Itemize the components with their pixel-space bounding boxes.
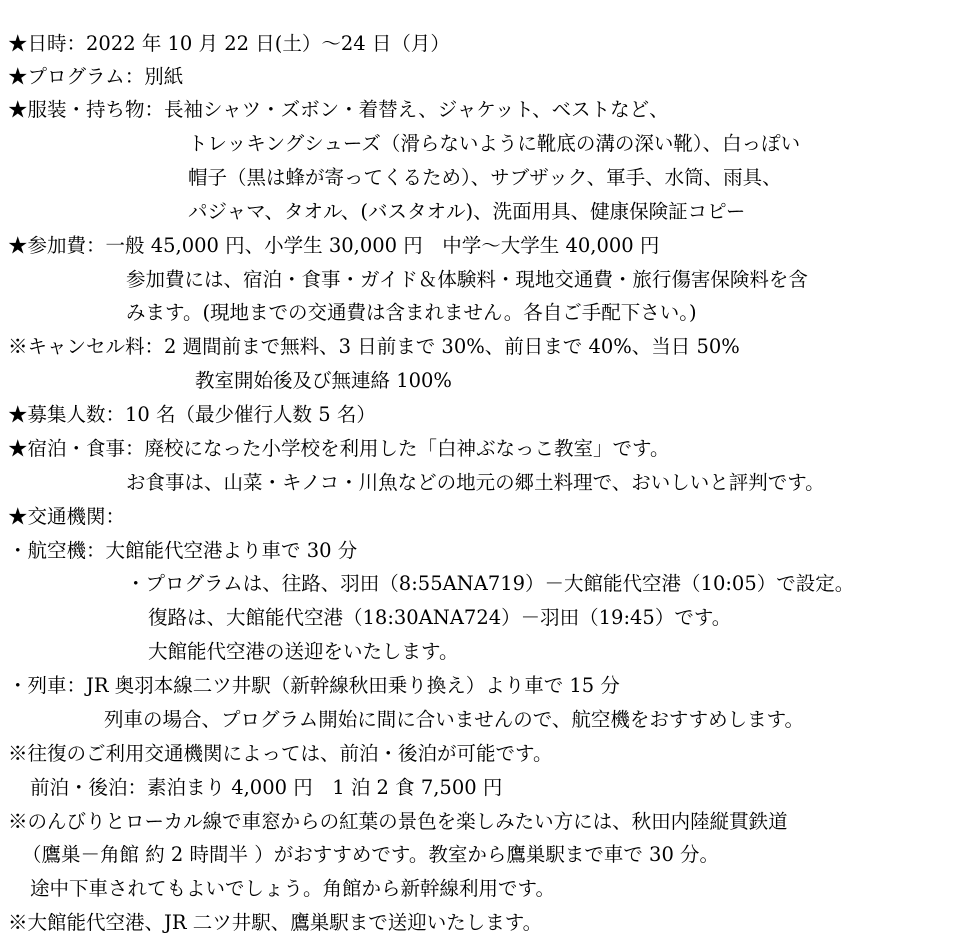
lodging-meals-line: ★宿泊・食事：廃校になった小学校を利用した「白神ぶなっこ教室」です。 [8,437,670,460]
date-line: ★日時：2022 年 10 月 22 日(土）～24 日（月） [8,32,450,55]
local-line-route: （鷹巣－角館 約 2 時間半 ）がおすすめです。教室から鷹巣駅まで車で 30 分。 [22,843,720,866]
clothing-items-line: ★服装・持ち物：長袖シャツ・ズボン・着替え、ジャケット、ベストなど、 [8,98,669,121]
capacity-line: ★募集人数：10 名（最少催行人数 5 名） [8,403,376,426]
train-recommendation-line: 列車の場合、プログラム開始に間に合いませんので、航空機をおすすめします。 [104,708,805,731]
clothing-items-continuation-2: 帽子（黒は蜂が寄ってくるため）、サブザック、軍手、水筒、雨具、 [188,166,782,189]
cancellation-fee-line: ※キャンセル料：2 週間前まで無料、3 日前まで 30%、前日まで 40%、当日 50% [8,335,740,358]
program-line: ★プログラム：別紙 [8,65,184,88]
transportation-heading: ★交通機関： [8,505,126,528]
outbound-flight-line: ・プログラムは、往路、羽田（8:55ANA719）－大館能代空港（10:05）で設定。 [126,572,855,595]
clothing-items-continuation-1: トレッキングシューズ（滑らないように靴底の溝の深い靴）、白っぽい [188,132,801,155]
pickup-service-line: ※大館能代空港、JR 二ツ井駅、鷹巣駅まで送迎いたします。 [8,911,543,934]
clothing-items-continuation-3: パジャマ、タオル、(バスタオル)、洗面用具、健康保険証コピー [188,200,746,223]
local-line-stopover: 途中下車されてもよいでしょう。角館から新幹線利用です。 [30,877,555,900]
airport-pickup-line: 大館能代空港の送迎をいたします。 [148,640,459,663]
airplane-line: ・航空機：大館能代空港より車で 30 分 [8,539,358,562]
fee-includes-line: 参加費には、宿泊・食事・ガイド＆体験料・現地交通費・旅行傷害保険料を含 [126,268,808,291]
extra-nights-prices-line: 前泊・後泊：素泊まり 4,000 円 1 泊 2 食 7,500 円 [30,776,503,799]
fee-excludes-line: みます。(現地までの交通費は含まれません。各自ご手配下さい。) [126,301,697,324]
local-line-intro: ※のんびりとローカル線で車窓からの紅葉の景色を楽しみたい方には、秋田内陸縦貫鉄道 [8,810,788,833]
fee-line: ★参加費：一般 45,000 円、小学生 30,000 円 中学～大学生 40,000 円 [8,234,660,257]
extra-nights-line: ※往復のご利用交通機関によっては、前泊・後泊が可能です。 [8,742,553,765]
cancellation-fee-continuation: 教室開始後及び無連絡 100% [195,369,452,392]
train-line: ・列車：JR 奥羽本線二ツ井駅（新幹線秋田乗り換え）より車で 15 分 [8,674,620,697]
meals-description-line: お食事は、山菜・キノコ・川魚などの地元の郷土料理で、おいしいと評判です。 [126,471,825,494]
return-flight-line: 復路は、大館能代空港（18:30ANA724）－羽田（19:45）です。 [148,606,732,629]
